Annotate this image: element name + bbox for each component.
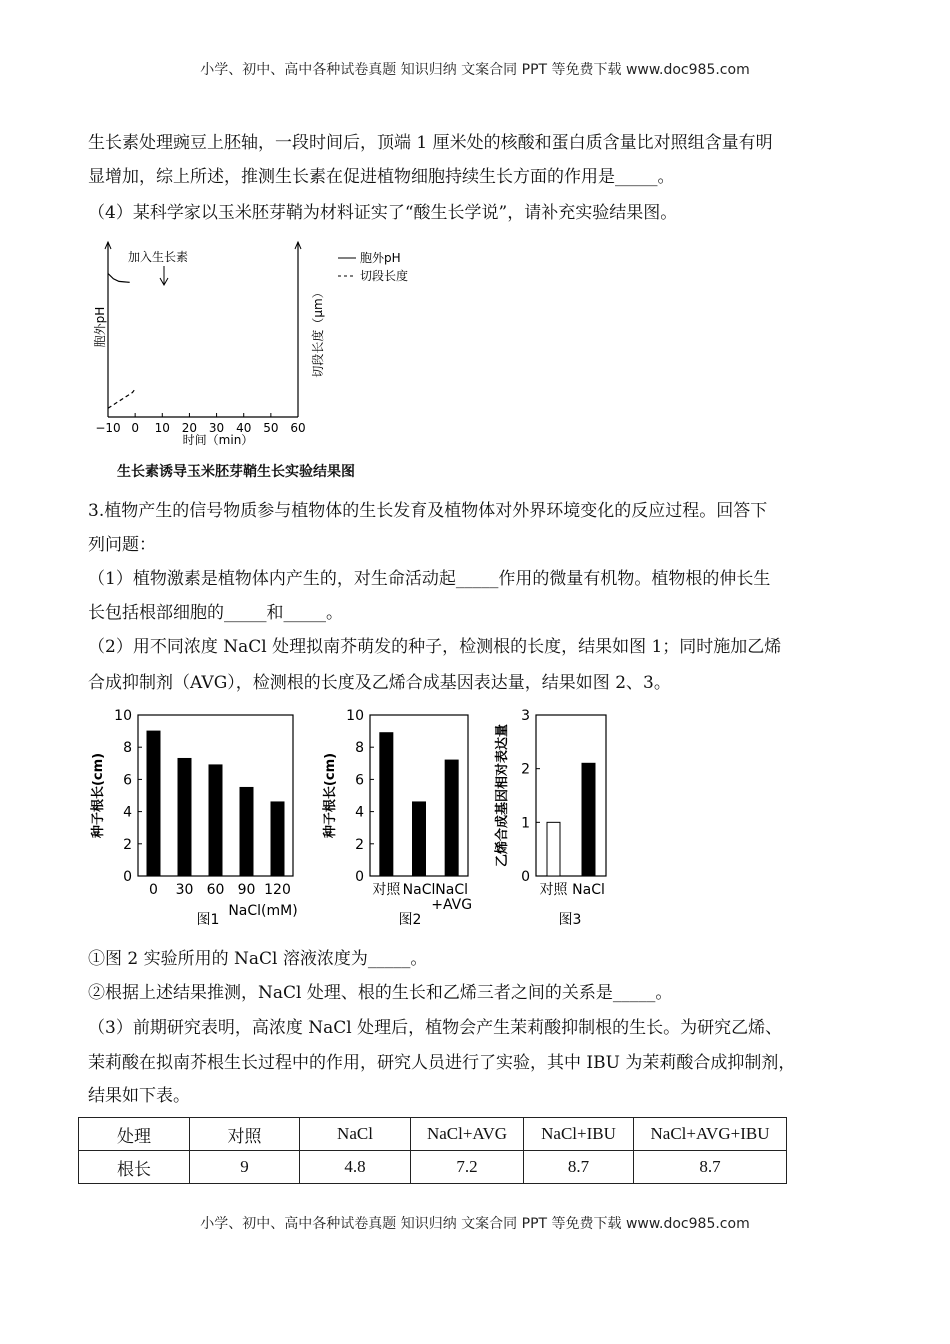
table-cell: 7.2: [411, 1151, 524, 1184]
x-tick-label: 120: [264, 882, 291, 898]
y-axis-label: 乙烯合成基因相对表达量: [495, 723, 510, 868]
figure-title: 图1: [196, 912, 220, 928]
x-axis-label: 时间（min）: [182, 433, 254, 447]
y-tick-label: 2: [123, 836, 132, 853]
table-cell: NaCl+AVG+IBU: [634, 1118, 787, 1151]
x-tick-label: NaCl: [402, 882, 436, 898]
table-cell: 对照: [190, 1118, 300, 1151]
text-line: （3）前期研究表明，高浓度 NaCl 处理后，植物会产生茉莉酸抑制根的生长。为研究乙烯、: [88, 1018, 783, 1038]
x-tick-label: 20: [181, 421, 198, 435]
y-tick-label: 1: [521, 815, 530, 832]
x-tick-label: 60: [290, 421, 306, 435]
table-cell: 处理: [79, 1118, 190, 1151]
y-tick-label: 0: [355, 869, 364, 885]
figure-title: 图2: [398, 912, 422, 928]
y-tick-label: 6: [355, 772, 364, 789]
x-tick-label: 对照: [372, 882, 401, 898]
legend-label: 胞外pH: [360, 251, 401, 265]
bar: [147, 731, 160, 876]
series-line-胞外pH: [108, 274, 130, 283]
table-cell: 根长: [79, 1151, 190, 1184]
y-tick-label: 6: [123, 772, 132, 789]
text-line: 列问题：: [88, 535, 156, 555]
y-tick-label: 2: [521, 761, 530, 778]
text-line: （2）用不同浓度 NaCl 处理拟南芥萌发的种子，检测根的长度，结果如图 1；同时施加乙烯: [88, 637, 782, 657]
y-axis-label: 种子根长(cm): [323, 752, 338, 839]
table-cell: 8.7: [634, 1151, 787, 1184]
table-cell: 9: [190, 1151, 300, 1184]
bar: [178, 758, 191, 876]
bar: [445, 760, 458, 876]
x-tick-label: 50: [263, 421, 279, 435]
x-tick-label: 90: [237, 882, 256, 898]
x-tick-label: NaCl: [572, 882, 605, 898]
table-cell: NaCl+IBU: [524, 1118, 634, 1151]
text-line: 生长素处理豌豆上胚轴，一段时间后，顶端 1 厘米处的核酸和蛋白质含量比对照组含量有明: [88, 133, 773, 153]
y-tick-label: 0: [123, 869, 132, 885]
text-line: 结果如下表。: [88, 1086, 190, 1106]
figure-caption: 生长素诱导玉米胚芽鞘生长实验结果图: [117, 464, 355, 480]
text-line: 合成抑制剂（AVG），检测根的长度及乙烯合成基因表达量，结果如图 2、3。: [88, 673, 671, 693]
text-line: （4）某科学家以玉米胚芽鞘为材料证实了“酸生长学说”，请补充实验结果图。: [88, 203, 678, 223]
x-tick-label: 60: [206, 882, 225, 898]
page-footer: 小学、初中、高中各种试卷真题 知识归纳 文案合同 PPT 等免费下载 www.doc985.com: [200, 1216, 750, 1232]
y-tick-label: 10: [346, 708, 364, 724]
table-cell: 4.8: [300, 1151, 411, 1184]
y-axis-label: 胞外pH: [93, 306, 107, 348]
x-tick-label: NaCl: [435, 882, 469, 898]
table-cell: 8.7: [524, 1151, 634, 1184]
bar: [380, 733, 393, 876]
y-tick-label: 2: [355, 836, 364, 853]
y-tick-label: 3: [521, 708, 530, 724]
ph-length-chart: [88, 232, 448, 457]
y-tick-label: 4: [355, 804, 364, 821]
bar-charts: [88, 700, 648, 940]
bar: [413, 802, 426, 876]
annotation-label: 加入生长素: [128, 250, 189, 264]
table-row: [79, 1151, 787, 1184]
bar: [240, 787, 253, 876]
x-tick-label: 30: [208, 421, 225, 435]
x-tick-label: 对照: [539, 882, 568, 898]
figure-title: 图3: [558, 912, 582, 928]
series-line-切段长度: [108, 389, 135, 408]
result-table: [78, 1117, 787, 1184]
text-line: （1）植物激素是植物体内产生的，对生命活动起_____作用的微量有机物。植物根的伸长生: [88, 569, 771, 589]
y-axis-label: 种子根长(cm): [91, 752, 106, 839]
x-tick-label: −10: [95, 421, 121, 435]
x-tick-label: 30: [175, 882, 194, 898]
y2-axis-label: 切段长度（μm）: [311, 286, 325, 378]
y-tick-label: 8: [123, 740, 132, 757]
table-header-row: [79, 1118, 787, 1151]
text-line: ②根据上述结果推测，NaCl 处理、根的生长和乙烯三者之间的关系是_____。: [88, 983, 673, 1003]
bar: [547, 822, 560, 876]
x-axis-label: NaCl(mM): [228, 903, 298, 919]
y-tick-label: 0: [521, 869, 530, 885]
legend-label: 切段长度: [360, 269, 409, 283]
y-tick-label: 8: [355, 740, 364, 757]
text-line: 茉莉酸在拟南芥根生长过程中的作用，研究人员进行了实验，其中 IBU 为茉莉酸合成抑制剂，: [88, 1053, 796, 1073]
text-line: 显增加，综上所述，推测生长素在促进植物细胞持续生长方面的作用是_____。: [88, 167, 675, 187]
x-tick-label: +AVG: [431, 897, 473, 913]
table-cell: NaCl+AVG: [411, 1118, 524, 1151]
bar: [582, 763, 595, 876]
text-line: ①图 2 实验所用的 NaCl 溶液浓度为_____。: [88, 949, 428, 969]
bar: [209, 765, 222, 876]
y-tick-label: 4: [123, 804, 132, 821]
x-tick-label: 0: [131, 421, 139, 435]
text-line: 3.植物产生的信号物质参与植物体的生长发育及植物体对外界环境变化的反应过程。回答下: [88, 501, 768, 521]
x-tick-label: 40: [236, 421, 252, 435]
text-line: 长包括根部细胞的_____和_____。: [88, 603, 343, 623]
table-cell: NaCl: [300, 1118, 411, 1151]
x-tick-label: 0: [149, 882, 158, 898]
page-header: 小学、初中、高中各种试卷真题 知识归纳 文案合同 PPT 等免费下载 www.doc985.com: [200, 62, 750, 78]
bar: [271, 802, 284, 876]
y-tick-label: 10: [114, 708, 132, 724]
x-tick-label: 10: [154, 421, 170, 435]
